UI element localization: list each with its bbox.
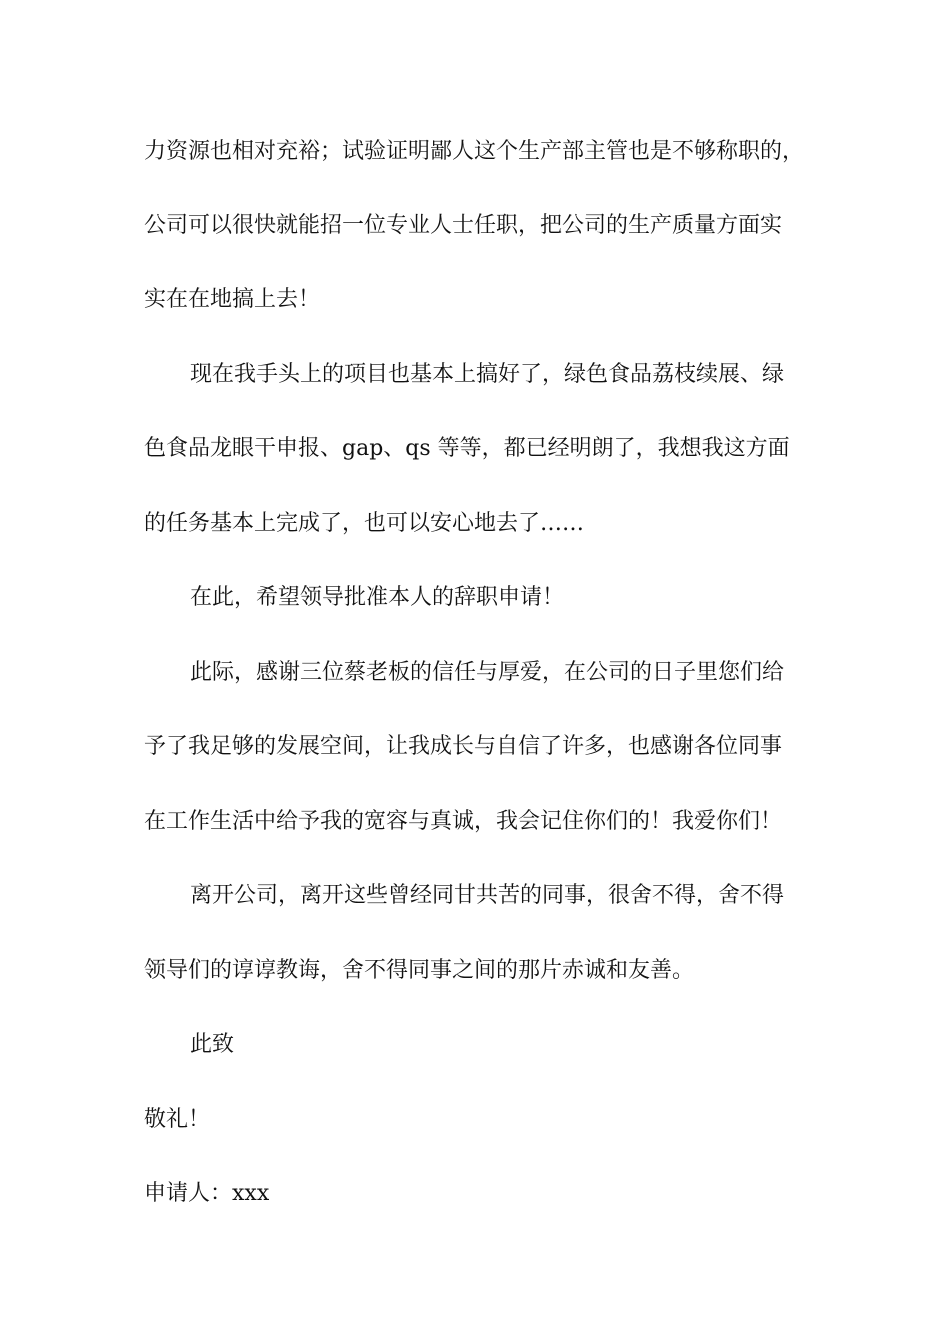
- paragraph-1-line-1: 力资源也相对充裕；试验证明鄙人这个生产部主管也是不够称职的，: [144, 139, 805, 164]
- paragraph-5-line-2: 领导们的谆谆教诲，舍不得同事之间的那片赤诚和友善。: [144, 958, 695, 983]
- paragraph-5-line-1: 离开公司，离开这些曾经同甘共苦的同事，很舍不得，舍不得: [190, 883, 785, 908]
- paragraph-2-line-1: 现在我手头上的项目也基本上搞好了，绿色食品荔枝续展、绿: [190, 362, 785, 387]
- closing-text: 此致: [190, 1032, 235, 1057]
- paragraph-1-line-3: 实在在地搞上去！: [144, 287, 321, 312]
- paragraph-4-line-2: 予了我足够的发展空间，让我成长与自信了许多，也感谢各位同事: [144, 734, 783, 759]
- paragraph-4-line-3: 在工作生活中给予我的宽容与真诚，我会记住你们的！我爱你们！: [144, 809, 783, 834]
- paragraph-1-line-2: 公司可以很快就能招一位专业人士任职，把公司的生产质量方面实: [144, 213, 783, 238]
- salutation-text: 敬礼！: [144, 1107, 211, 1132]
- paragraph-2-line-3: 的任务基本上完成了，也可以安心地去了……: [144, 511, 585, 536]
- paragraph-2-line-2: 色食品龙眼干申报、gap、qs 等等，都已经明朗了，我想我这方面: [144, 436, 790, 461]
- signature-text: 申请人：xxx: [144, 1181, 270, 1206]
- paragraph-4-line-1: 此际，感谢三位蔡老板的信任与厚爱，在公司的日子里您们给: [190, 660, 785, 685]
- paragraph-3-line-1: 在此，希望领导批准本人的辞职申请！: [190, 585, 565, 610]
